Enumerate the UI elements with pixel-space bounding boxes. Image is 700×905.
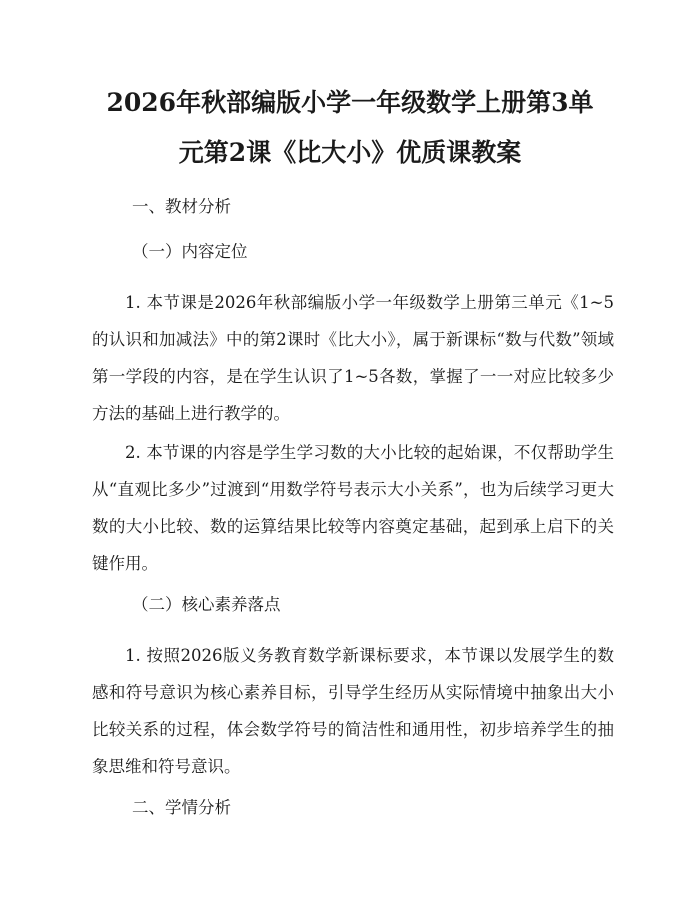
paragraph-3: 1. 按照2026版义务教育数学新课标要求，本节课以发展学生的数感和符号意识为核心素养目标，引导学生经历从实际情境中抽象出大小比较关系的过程，体会数学符号的简洁性和通用性，初步培养学生的抽象思维和符号意识。 (92, 646, 614, 776)
paragraph-2: 2. 本节课的内容是学生学习数的大小比较的起始课，不仅帮助学生从“直观比多少”过渡到“用数学符号表示大小关系”，也为后续学习更大数的大小比较、数的运算结果比较等内容奠定基础，起到承上启下的关键作用。 (92, 443, 614, 573)
document-title-line-1: 2026年秋部编版小学一年级数学上册第3单 (106, 88, 594, 117)
subsection-heading-content-positioning: （一）内容定位 (132, 242, 248, 261)
document-title-line-2: 元第2课《比大小》优质课教案 (178, 138, 522, 167)
section-heading-student-analysis: 二、学情分析 (132, 798, 231, 817)
paragraph-1: 1. 本节课是2026年秋部编版小学一年级数学上册第三单元《1~5的认识和加减法》中的第2课时《比大小》，属于新课标“数与代数”领域第一学段的内容，是在学生认识了1~5各数，掌握了一一对应比较多少方法的基础上进行教学的。 (92, 293, 614, 423)
subsection-heading-core-literacy: （二）核心素养落点 (132, 595, 281, 614)
section-heading-textbook-analysis: 一、教材分析 (132, 197, 231, 216)
